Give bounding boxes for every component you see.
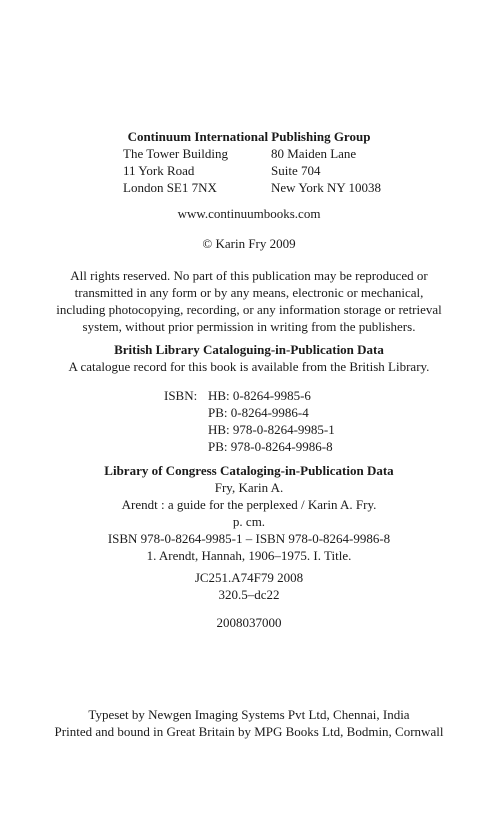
- british-library-heading: British Library Cataloguing-in-Publication Data: [114, 342, 384, 357]
- publisher-addresses: [123, 145, 381, 196]
- loc-line: Arendt : a guide for the perplexed / Karin A. Fry.: [121, 497, 377, 512]
- uk-address-line: London SE1 7NX: [123, 180, 217, 195]
- rights-line: All rights reserved. No part of this publication may be reproduced or: [70, 268, 428, 283]
- uk-address-line: The Tower Building: [123, 146, 229, 161]
- isbn-row: [164, 438, 335, 455]
- isbn-entry: HB: 978-0-8264-9985-1: [208, 422, 335, 437]
- publisher-name: Continuum International Publishing Group: [127, 129, 371, 144]
- printer-credit: Printed and bound in Great Britain by MPG Books Ltd, Bodmin, Cornwall: [54, 724, 444, 739]
- loc-heading: Library of Congress Cataloging-in-Publication Data: [104, 463, 394, 478]
- loc-line: Fry, Karin A.: [214, 480, 284, 495]
- publisher-website: www.continuumbooks.com: [177, 206, 321, 221]
- isbn-row: [164, 387, 335, 404]
- rights-line: including photocopying, recording, or any information storage or retrieval: [56, 302, 442, 317]
- rights-statement: [0, 267, 498, 335]
- address-row: [123, 162, 381, 179]
- british-library-section: [0, 341, 498, 375]
- loc-line: 1. Arendt, Hannah, 1906–1975. I. Title.: [146, 548, 352, 563]
- isbn-row: [164, 404, 335, 421]
- us-address-line: Suite 704: [271, 163, 321, 178]
- copyright-notice: © Karin Fry 2009: [202, 236, 296, 251]
- isbn-entry: PB: 978-0-8264-9986-8: [208, 439, 333, 454]
- us-address-line: 80 Maiden Lane: [271, 146, 357, 161]
- loc-line: p. cm.: [232, 514, 266, 529]
- address-row: [123, 145, 381, 162]
- us-address-line: New York NY 10038: [271, 180, 382, 195]
- loc-line: ISBN 978-0-8264-9985-1 – ISBN 978-0-8264-9986-8: [107, 531, 391, 546]
- production-credits: [0, 706, 498, 740]
- isbn-entry: PB: 0-8264-9986-4: [208, 405, 309, 420]
- rights-line: transmitted in any form or by any means, electronic or mechanical,: [74, 285, 424, 300]
- typeset-credit: Typeset by Newgen Imaging Systems Pvt Ltd, Chennai, India: [88, 707, 410, 722]
- classification-line: JC251.A74F79 2008: [194, 570, 304, 585]
- rights-line: system, without prior permission in writing from the publishers.: [82, 319, 416, 334]
- british-library-text: A catalogue record for this book is available from the British Library.: [68, 359, 430, 374]
- isbn-label: ISBN:: [164, 388, 198, 403]
- address-row: [123, 179, 381, 196]
- isbn-row: [164, 421, 335, 438]
- loc-classification: [0, 569, 498, 603]
- uk-address-line: 11 York Road: [123, 163, 195, 178]
- isbn-entry: HB: 0-8264-9985-6: [208, 388, 311, 403]
- loc-control-number: 2008037000: [216, 615, 282, 630]
- loc-section: [0, 462, 498, 564]
- isbn-list: [164, 387, 335, 455]
- classification-line: 320.5–dc22: [218, 587, 280, 602]
